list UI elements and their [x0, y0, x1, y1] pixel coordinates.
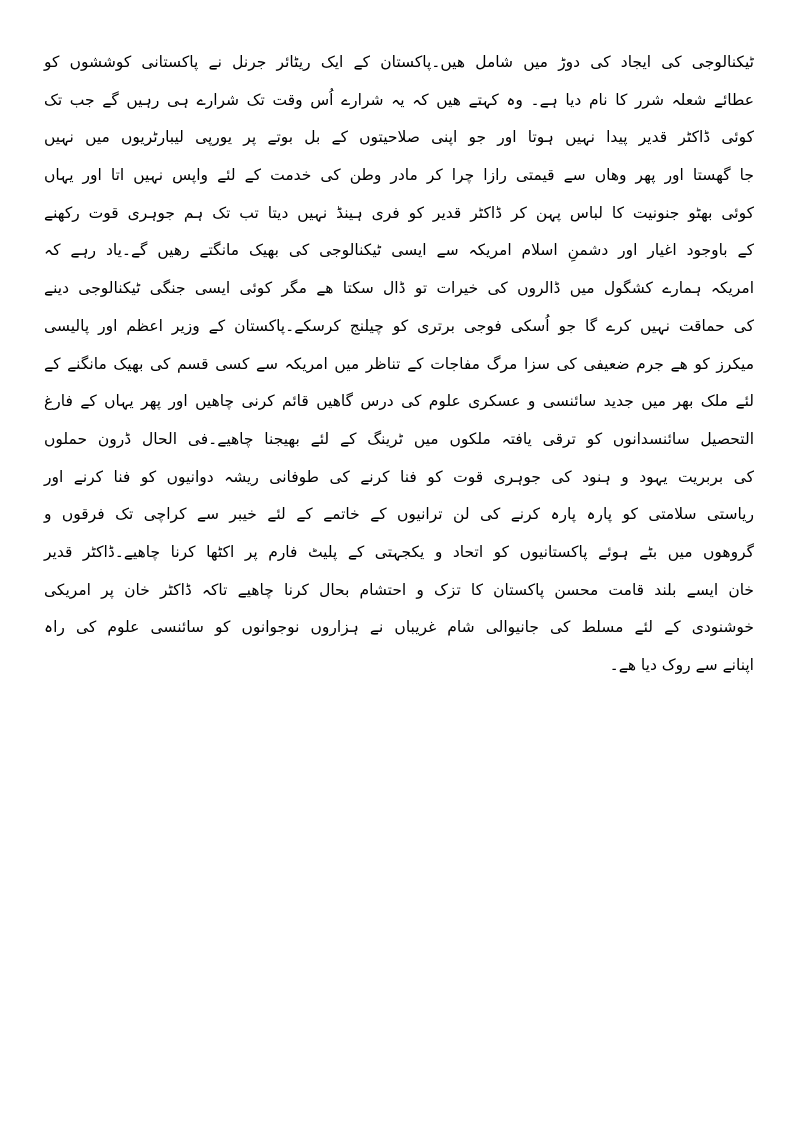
paragraph-line: خوشنودی کے لئے مسلط کی جانیوالی شام غریباں نے ہزاروں نوجوانوں کو سائنسی علوم کی راہ	[44, 618, 754, 637]
paragraph-line: خان ایسے بلند قامت محسن پاکستان کا تزک و احتشام بحال کرنا چاھیے تاکہ ڈاکٹر خان پر امریکی	[44, 580, 754, 599]
article-paragraph	[44, 44, 754, 685]
paragraph-line: گروھوں میں بٹے ہوئے پاکستانیوں کو اتحاد و یکجہتی کے پلیٹ فارم پر اکٹھا کرنا چاھیے۔ڈاکٹر قدیر	[44, 542, 754, 561]
paragraph-line: ٹیکنالوجی کی ایجاد کی دوڑ میں شامل ھیں۔پاکستان کے ایک ریٹائر جرنل نے پاکستانی کوششوں کو	[44, 53, 754, 71]
paragraph-line: امریکہ ہمارے کشگول میں ڈالروں کی خیرات تو ڈال سکتا ھے مگر کوئی ایسی جنگی ٹیکنالوجی دینے	[44, 279, 754, 298]
paragraph-line: کوئی ڈاکٹر قدیر پیدا نہیں ہوتا اور جو اپنی صلاحیتوں کے بل بوتے پر یورپی لیبارٹریوں میں نہیں	[44, 128, 754, 147]
paragraph-line: اپنانے سے روک دیا ھے۔	[609, 656, 754, 674]
paragraph-line: کوئی بھٹو جنونیت کا لباس پہن کر ڈاکٹر قدیر کو فری ہینڈ نہیں دیتا تب تک ہم جوہری قوت رکھنے	[44, 203, 754, 222]
paragraph-line: جا گھستا اور پھر وھاں سے قیمتی رازا چرا کر مادر وطن کی خدمت کے لئے واپس نہیں اتا اور یہاں	[44, 166, 754, 185]
paragraph-line: ریاستی سلامتی کو پارہ پارہ کرنے کی لن ترانیوں کے خاتمے کے لئے خیبر سے کراچی تک فرقوں و	[44, 505, 754, 524]
paragraph-line: لئے ملک بھر میں جدید سائنسی و عسکری علوم کی درس گاھیں قائم کرنی چاھیں اور پھر یہاں کے فارغ	[44, 392, 754, 411]
paragraph-line: کی بربریت یہود و ہنود کی جوہری قوت کو فنا کرنے کی طوفانی ریشہ دوانیوں کو فنا کرنے اور	[44, 467, 754, 486]
paragraph-line: میکرز کو ھے جرم ضعیفی کی سزا مرگ مفاجات کے تناظر میں امریکہ سے کسی قسم کی بھیک مانگنے کے	[44, 354, 754, 373]
paragraph-line: کے باوجود اغیار اور دشمنِ اسلام امریکہ سے ایسی ٹیکنالوجی کی بھیک مانگتے رھیں گے۔یاد رہے کہ	[44, 241, 754, 260]
paragraph-line: التحصیل سائنسدانوں کو ترقی یافتہ ملکوں میں ٹرینگ کے لئے بھیجنا چاھیے۔فی الحال ڈرون حملوں	[44, 429, 754, 448]
paragraph-line: کی حماقت نہیں کرے گا جو اُسکی فوجی برتری کو چیلنج کرسکے۔پاکستان کے وزیر اعظم اور پالیسی	[44, 316, 754, 335]
paragraph-line: عطائے شعلہ شرر کا نام دیا ہے۔ وہ کہتے ھیں کہ یہ شرارے اُس وقت تک شرارے ہی رہیں گے جب تک	[44, 90, 754, 109]
